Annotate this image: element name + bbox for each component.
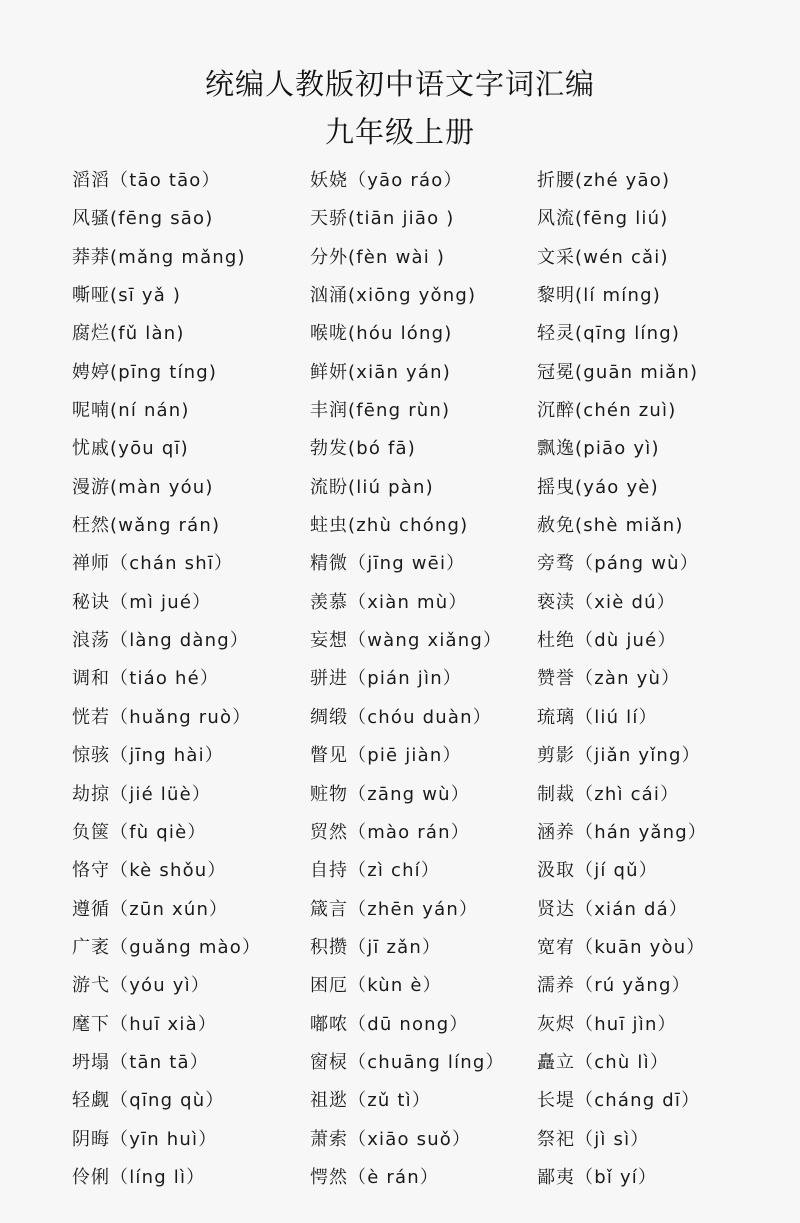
vocab-word: 娉婷 (72, 361, 110, 383)
vocab-column-1 (72, 162, 261, 1197)
vocab-word: 勃发 (310, 438, 348, 460)
vocab-pinyin: (yōu qī) (110, 438, 189, 460)
vocab-pinyin: (lí míng) (575, 285, 661, 307)
vocab-word: 喉咙 (310, 323, 348, 345)
vocab-word: 汹涌 (310, 285, 348, 307)
vocab-word: 文采 (537, 246, 575, 268)
vocab-entry (537, 776, 707, 814)
vocab-word: 摇曳 (537, 476, 575, 498)
vocab-entry (537, 200, 707, 238)
vocab-pinyin: （chuāng líng） (348, 1051, 505, 1073)
vocab-word: 灰烬 (537, 1013, 575, 1035)
vocab-entry (537, 929, 707, 967)
vocab-pinyin: （kuān yòu） (575, 936, 706, 958)
vocab-pinyin: （qīng qù） (110, 1090, 225, 1112)
vocab-word: 蛀虫 (310, 515, 348, 537)
vocab-entry (310, 967, 505, 1005)
vocab-entry (537, 469, 707, 507)
vocab-entry (72, 507, 261, 545)
vocab-word: 轻觑 (72, 1090, 110, 1112)
vocab-entry (310, 776, 505, 814)
vocab-pinyin: （jí qǔ） (575, 860, 658, 882)
vocab-entry (537, 315, 707, 353)
vocab-entry (310, 277, 505, 315)
vocab-word: 自持 (310, 860, 348, 882)
vocab-pinyin: （kè shǒu） (110, 860, 227, 882)
vocab-word: 绸缎 (310, 706, 348, 728)
vocab-pinyin: (màn yóu) (110, 476, 214, 498)
vocab-entry (537, 354, 707, 392)
vocab-pinyin: （tāo tāo） (110, 170, 221, 191)
vocab-pinyin: （cháng dī） (575, 1090, 701, 1112)
vocab-pinyin: （jīng hài） (110, 745, 224, 767)
vocab-word: 琉璃 (537, 706, 575, 728)
vocab-pinyin: （mào rán） (348, 821, 470, 843)
vocab-pinyin: (xiōng yǒng) (348, 285, 477, 307)
vocab-word: 祭祀 (537, 1128, 575, 1150)
vocab-word: 积攒 (310, 936, 348, 958)
vocab-pinyin: (hóu lóng) (348, 323, 453, 345)
vocab-entry (310, 1006, 505, 1044)
vocab-word: 风骚 (72, 208, 110, 230)
vocab-pinyin: （è rán） (348, 1166, 440, 1188)
vocab-pinyin: （yāo ráo） (348, 170, 463, 191)
vocab-pinyin: （pián jìn） (348, 668, 462, 690)
vocab-entry (72, 1006, 261, 1044)
vocab-entry (72, 315, 261, 353)
vocab-pinyin: (wén cǎi) (575, 246, 669, 268)
vocab-pinyin: （mì jué） (110, 591, 212, 613)
vocab-entry (310, 392, 505, 430)
vocab-pinyin: （chóu duàn） (348, 706, 492, 728)
vocab-word: 祖逖 (310, 1090, 348, 1112)
vocab-word: 濡养 (537, 975, 575, 997)
vocab-word: 贸然 (310, 821, 348, 843)
vocab-entry (537, 239, 707, 277)
vocab-word: 骈进 (310, 668, 348, 690)
vocab-word: 天骄 (310, 208, 348, 230)
vocab-entry (537, 545, 707, 583)
vocab-pinyin: （rú yǎng） (575, 975, 691, 997)
vocab-pinyin: (fēng rùn) (348, 400, 451, 422)
vocab-pinyin: （hán yǎng） (575, 821, 708, 843)
vocab-pinyin: （tān tā） (110, 1051, 209, 1073)
vocab-entry (537, 1121, 707, 1159)
vocab-pinyin: (bó fā) (348, 438, 416, 460)
vocab-word: 精微 (310, 553, 348, 575)
vocab-entry (310, 469, 505, 507)
vocab-pinyin: （jì sì） (575, 1128, 650, 1150)
document-title: 统编人教版初中语文字词汇编 (204, 67, 595, 101)
vocab-word: 惊骇 (72, 745, 110, 767)
vocab-word: 莽莽 (72, 246, 110, 268)
vocab-word: 枉然 (72, 515, 110, 537)
vocab-entry (310, 1082, 505, 1120)
vocab-word: 调和 (72, 668, 110, 690)
vocab-pinyin: （páng wù） (575, 553, 699, 575)
vocab-word: 制裁 (537, 783, 575, 805)
vocab-entry (72, 239, 261, 277)
vocab-entry (72, 1121, 261, 1159)
vocab-entry (537, 162, 707, 200)
vocab-entry (310, 315, 505, 353)
vocab-pinyin: （wàng xiǎng） (348, 630, 503, 652)
vocab-word: 坍塌 (72, 1051, 110, 1073)
vocab-word: 长堤 (537, 1090, 575, 1112)
vocab-entry (310, 354, 505, 392)
vocab-pinyin: （fù qiè） (110, 821, 207, 843)
vocab-pinyin: （tiáo hé） (110, 668, 220, 690)
vocab-pinyin: （zàn yù） (575, 668, 681, 690)
vocab-entry (537, 1006, 707, 1044)
vocab-word: 忧戚 (72, 438, 110, 460)
vocab-pinyin: （xiàn mù） (348, 591, 468, 613)
vocab-pinyin: （xián dá） (575, 898, 689, 920)
vocab-word: 沉醉 (537, 400, 575, 422)
vocab-pinyin: （chù lì） (575, 1051, 670, 1073)
vocab-word: 妄想 (310, 630, 348, 652)
vocab-word: 旁骛 (537, 553, 575, 575)
vocab-entry (537, 737, 707, 775)
vocab-entry (537, 967, 707, 1005)
vocab-word: 轻灵 (537, 323, 575, 345)
vocab-word: 禅师 (72, 553, 110, 575)
vocab-word: 剪影 (537, 745, 575, 767)
vocab-entry (537, 392, 707, 430)
vocab-word: 广袤 (72, 936, 110, 958)
vocab-entry (72, 545, 261, 583)
vocab-word: 流盼 (310, 476, 348, 498)
vocab-pinyin: （làng dàng） (110, 630, 250, 652)
vocab-word: 宽宥 (537, 936, 575, 958)
vocab-entry (72, 622, 261, 660)
vocab-word: 漫游 (72, 476, 110, 498)
vocab-entry (310, 1121, 505, 1159)
vocab-column-2 (310, 162, 505, 1197)
vocab-pinyin: （kùn è） (348, 975, 442, 997)
vocab-word: 腐烂 (72, 323, 110, 345)
vocab-pinyin: （huī xià） (110, 1013, 218, 1035)
vocab-entry (310, 660, 505, 698)
vocab-entry (72, 891, 261, 929)
vocab-entry (537, 699, 707, 737)
vocab-word: 杜绝 (537, 630, 575, 652)
vocab-entry (310, 852, 505, 890)
vocab-pinyin: (chén zuì) (575, 400, 677, 422)
vocab-word: 鲜妍 (310, 361, 348, 383)
vocab-pinyin: （zǔ tì） (348, 1090, 432, 1112)
vocab-entry (72, 584, 261, 622)
vocab-pinyin: （huī jìn） (575, 1013, 677, 1035)
vocab-entry (310, 1159, 505, 1197)
vocab-entry (537, 622, 707, 660)
vocab-entry (537, 814, 707, 852)
vocab-pinyin: （zhì cái） (575, 783, 680, 805)
vocab-word: 窗棂 (310, 1051, 348, 1073)
vocab-word: 黎明 (537, 285, 575, 307)
vocab-pinyin: (xiān yán) (348, 361, 451, 383)
vocab-pinyin: （guǎng mào） (110, 936, 262, 958)
vocab-entry (72, 1159, 261, 1197)
vocab-entry (72, 967, 261, 1005)
vocab-entry (310, 507, 505, 545)
vocab-pinyin: (qīng líng) (575, 323, 681, 345)
vocab-word: 浪荡 (72, 630, 110, 652)
vocab-pinyin: （liú lí） (575, 706, 658, 728)
vocab-pinyin: （dù jué） (575, 630, 677, 652)
vocab-entry (537, 507, 707, 545)
vocab-pinyin: （jiǎn yǐng） (575, 745, 701, 767)
vocab-pinyin: （xiè dú） (575, 591, 676, 613)
vocab-word: 愕然 (310, 1166, 348, 1188)
vocab-word: 遵循 (72, 898, 110, 920)
vocab-pinyin: (piāo yì) (575, 438, 660, 460)
vocab-word: 嘶哑 (72, 285, 110, 307)
vocab-pinyin: (ní nán) (110, 400, 190, 422)
vocab-pinyin: （zhēn yán） (348, 898, 479, 920)
vocab-pinyin: (mǎng mǎng) (110, 246, 246, 268)
vocab-word: 妖娆 (310, 170, 348, 191)
vocab-entry (310, 699, 505, 737)
vocab-pinyin: (guān miǎn) (575, 361, 699, 383)
vocab-word: 羡慕 (310, 591, 348, 613)
vocab-entry (310, 814, 505, 852)
vocab-pinyin: (fēng liú) (575, 208, 669, 230)
vocab-word: 恪守 (72, 860, 110, 882)
vocab-pinyin: （jié lüè） (110, 783, 212, 805)
vocab-word: 麾下 (72, 1013, 110, 1035)
vocab-entry (72, 699, 261, 737)
vocab-pinyin: (liú pàn) (348, 476, 434, 498)
vocab-word: 涵养 (537, 821, 575, 843)
vocab-pinyin: （jī zǎn） (348, 936, 442, 958)
vocab-entry (310, 929, 505, 967)
vocab-pinyin: （dū nong） (348, 1013, 469, 1035)
vocab-word: 呢喃 (72, 400, 110, 422)
vocab-word: 负箧 (72, 821, 110, 843)
vocab-entry (72, 852, 261, 890)
vocab-pinyin: (fǔ làn) (110, 323, 185, 345)
vocab-word: 秘诀 (72, 591, 110, 613)
vocab-word: 贤达 (537, 898, 575, 920)
vocab-entry (310, 162, 505, 200)
vocab-word: 分外 (310, 246, 348, 268)
vocab-word: 恍若 (72, 706, 110, 728)
vocab-pinyin: （bǐ yí） (575, 1166, 658, 1188)
vocab-word: 滔滔 (72, 170, 110, 191)
vocab-entry (310, 584, 505, 622)
vocab-word: 赦免 (537, 515, 575, 537)
vocab-entry (72, 200, 261, 238)
vocab-entry (72, 1044, 261, 1082)
vocab-word: 阴晦 (72, 1128, 110, 1150)
vocab-word: 折腰 (537, 170, 575, 191)
vocab-word: 亵渎 (537, 591, 575, 613)
vocab-entry (72, 1082, 261, 1120)
vocab-entry (310, 430, 505, 468)
vocab-pinyin: (wǎng rán) (110, 515, 221, 537)
vocab-pinyin: （yīn huì） (110, 1128, 218, 1150)
vocab-pinyin: （piē jiàn） (348, 745, 462, 767)
vocab-entry (537, 1159, 707, 1197)
vocab-entry (310, 622, 505, 660)
vocab-word: 风流 (537, 208, 575, 230)
vocab-pinyin: （líng lì） (110, 1166, 206, 1188)
vocab-entry (310, 200, 505, 238)
vocab-entry (72, 737, 261, 775)
vocab-pinyin: （xiāo suǒ） (348, 1128, 472, 1150)
vocab-word: 冠冕 (537, 361, 575, 383)
vocab-pinyin: （huǎng ruò） (110, 706, 252, 728)
vocab-word: 赞誉 (537, 668, 575, 690)
vocab-word: 飘逸 (537, 438, 575, 460)
vocab-entry (537, 1044, 707, 1082)
vocab-word: 丰润 (310, 400, 348, 422)
vocab-pinyin: （zāng wù） (348, 783, 470, 805)
vocab-entry (72, 277, 261, 315)
vocab-word: 萧索 (310, 1128, 348, 1150)
vocab-word: 箴言 (310, 898, 348, 920)
vocab-word: 伶俐 (72, 1166, 110, 1188)
vocab-pinyin: (yáo yè) (575, 476, 659, 498)
vocab-pinyin: (fèn wài ) (348, 246, 446, 268)
vocab-pinyin: (pīng tíng) (110, 361, 218, 383)
vocab-pinyin: (zhù chóng) (348, 515, 469, 537)
vocab-entry (310, 239, 505, 277)
vocab-entry (310, 545, 505, 583)
vocab-entry (537, 1082, 707, 1120)
document-subtitle: 九年级上册 (324, 115, 475, 149)
vocab-pinyin: (sī yǎ ) (110, 285, 182, 307)
vocab-pinyin: （yóu yì） (110, 975, 211, 997)
vocab-entry (537, 852, 707, 890)
vocab-entry (72, 430, 261, 468)
vocab-entry (72, 392, 261, 430)
vocab-pinyin: (tiān jiāo ) (348, 208, 455, 230)
vocab-word: 矗立 (537, 1051, 575, 1073)
vocab-word: 汲取 (537, 860, 575, 882)
vocab-pinyin: (shè miǎn) (575, 515, 684, 537)
vocab-entry (72, 814, 261, 852)
vocab-word: 赃物 (310, 783, 348, 805)
vocab-entry (72, 929, 261, 967)
vocab-word: 困厄 (310, 975, 348, 997)
vocab-entry (537, 891, 707, 929)
vocab-entry (537, 660, 707, 698)
vocab-entry (72, 162, 261, 200)
vocab-entry (72, 660, 261, 698)
vocab-word: 瞥见 (310, 745, 348, 767)
vocab-entry (537, 277, 707, 315)
vocab-word: 嘟哝 (310, 1013, 348, 1035)
vocab-entry (537, 584, 707, 622)
vocab-entry (537, 430, 707, 468)
vocab-pinyin: （zūn xún） (110, 898, 229, 920)
vocab-entry (72, 354, 261, 392)
vocab-word: 鄙夷 (537, 1166, 575, 1188)
vocab-entry (72, 776, 261, 814)
vocab-entry (310, 891, 505, 929)
vocab-entry (72, 469, 261, 507)
vocab-pinyin: （jīng wēi） (348, 553, 466, 575)
vocab-entry (310, 737, 505, 775)
vocab-word: 劫掠 (72, 783, 110, 805)
vocab-word: 游弋 (72, 975, 110, 997)
vocab-pinyin: (zhé yāo) (575, 170, 671, 191)
vocab-pinyin: (fēng sāo) (110, 208, 214, 230)
vocab-column-3 (537, 162, 707, 1197)
vocab-entry (310, 1044, 505, 1082)
vocab-pinyin: （chán shī） (110, 553, 234, 575)
vocab-pinyin: （zì chí） (348, 860, 441, 882)
